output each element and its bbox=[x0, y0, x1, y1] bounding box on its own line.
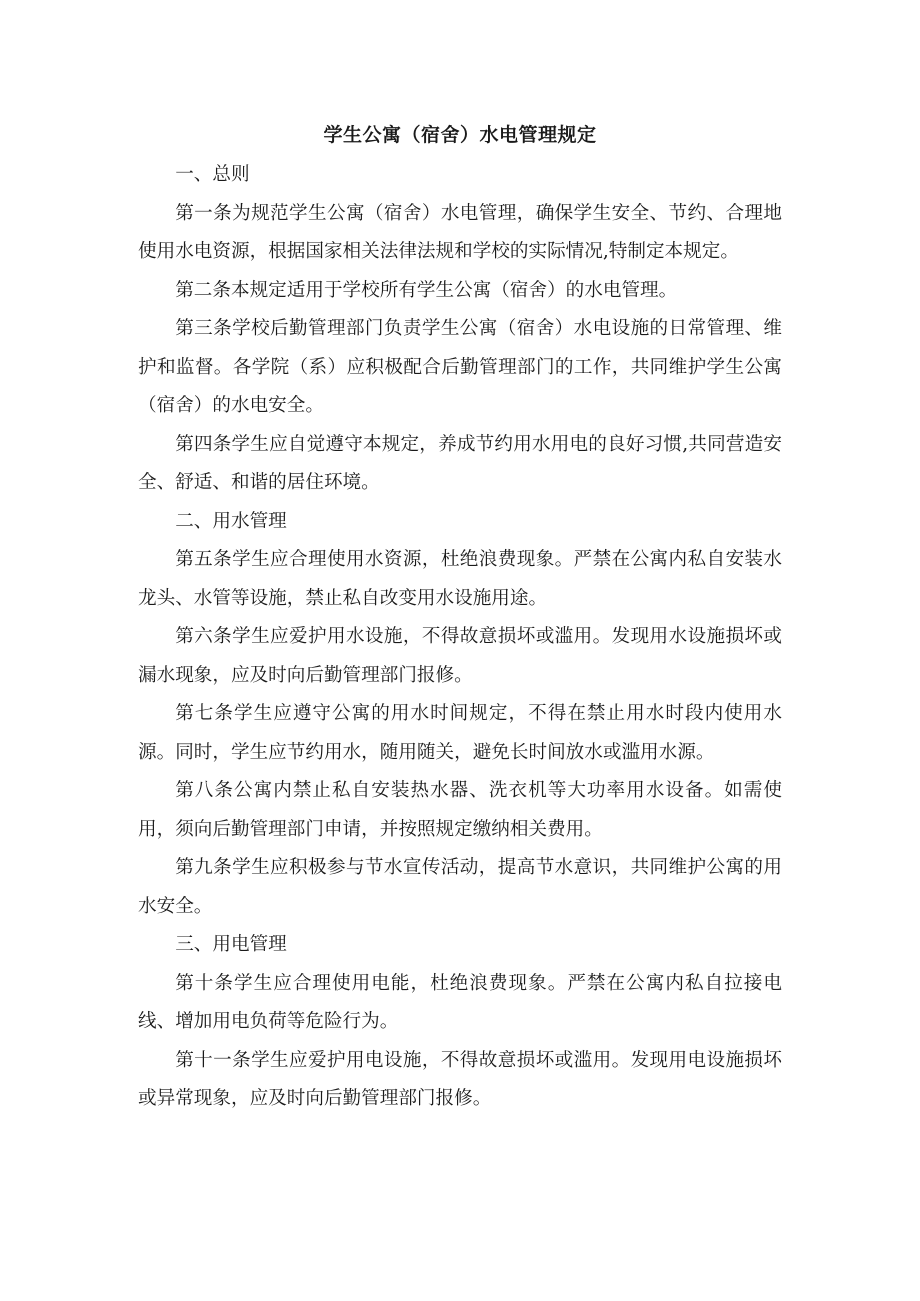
article-10: 第十条学生应合理使用电能，杜绝浪费现象。严禁在公寓内私自拉接电线、增加用电负荷等危险行为。 bbox=[138, 972, 782, 1032]
section-heading-water: 二、用水管理 bbox=[175, 510, 287, 532]
article-6: 第六条学生应爱护用水设施，不得故意损坏或滥用。发现用水设施损坏或漏水现象，应及时向后勤管理部门报修。 bbox=[138, 626, 782, 686]
article-4: 第四条学生应自觉遵守本规定，养成节约用水用电的良好习惯,共同营造安全、舒适、和谐的居住环境。 bbox=[138, 433, 782, 493]
article-11: 第十一条学生应爱护用电设施，不得故意损坏或滥用。发现用电设施损坏或异常现象，应及时向后勤管理部门报修。 bbox=[138, 1049, 782, 1109]
article-9: 第九条学生应积极参与节水宣传活动，提高节水意识，共同维护公寓的用水安全。 bbox=[138, 857, 782, 917]
article-8: 第八条公寓内禁止私自安装热水器、洗衣机等大功率用水设备。如需使用，须向后勤管理部门申请，并按照规定缴纳相关费用。 bbox=[138, 780, 782, 840]
section-heading-general: 一、总则 bbox=[175, 164, 250, 185]
section-heading-electricity: 三、用电管理 bbox=[175, 934, 287, 955]
article-2: 第二条本规定适用于学校所有学生公寓（宿舍）的水电管理。 bbox=[175, 279, 678, 301]
article-7: 第七条学生应遵守公寓的用水时间规定，不得在禁止用水时段内使用水源。同时，学生应节约用水，随用随关，避免长时间放水或滥用水源。 bbox=[138, 703, 782, 763]
article-1: 第一条为规范学生公寓（宿舍）水电管理，确保学生安全、节约、合理地使用水电资源，根据国家相关法律法规和学校的实际情况,特制定本规定。 bbox=[138, 202, 782, 262]
document-page bbox=[138, 118, 782, 1119]
article-3: 第三条学校后勤管理部门负责学生公寓（宿舍）水电设施的日常管理、维护和监督。各学院（系）应积极配合后勤管理部门的工作，共同维护学生公寓（宿舍）的水电安全。 bbox=[138, 318, 782, 416]
article-5: 第五条学生应合理使用水资源，杜绝浪费现象。严禁在公寓内私自安装水龙头、水管等设施，禁止私自改变用水设施用途。 bbox=[138, 549, 782, 609]
document-title: 学生公寓（宿舍）水电管理规定 bbox=[323, 124, 597, 146]
